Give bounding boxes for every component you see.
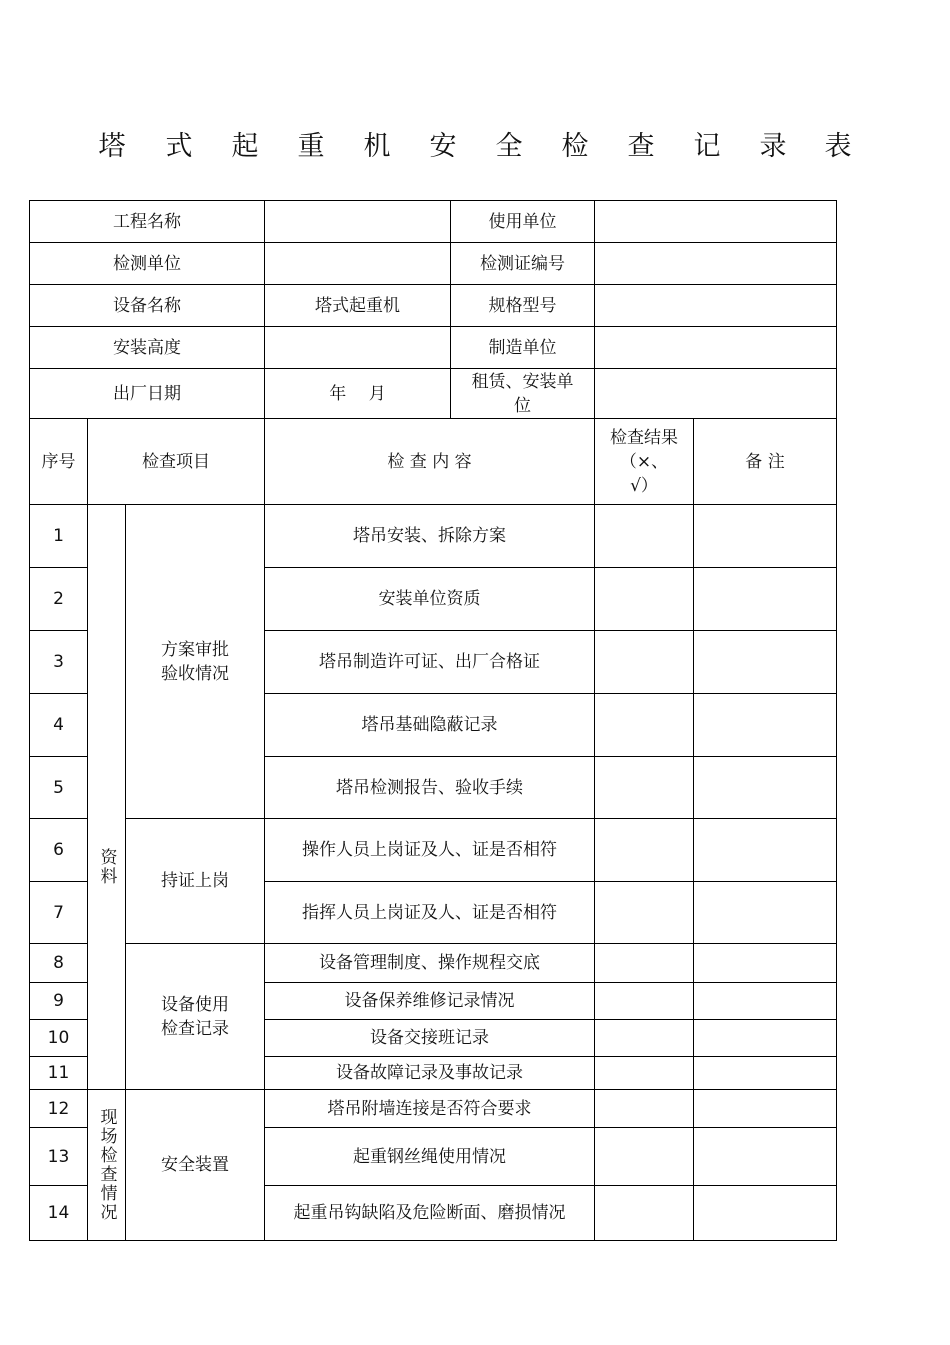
- header-seq: 序号: [29, 418, 88, 505]
- row-number: 8: [29, 943, 88, 983]
- title-char: 机: [363, 131, 391, 162]
- label-equipment-name: 设备名称: [29, 284, 265, 327]
- row-content: 起重吊钩缺陷及危险断面、磨损情况: [264, 1185, 595, 1241]
- field-install-height[interactable]: [264, 326, 451, 369]
- row-note-cell[interactable]: [693, 818, 837, 882]
- group-site-inspection: 现场检查情况: [87, 1089, 126, 1241]
- row-number: 6: [29, 818, 88, 882]
- header-result: [594, 418, 694, 505]
- row-content: 设备保养维修记录情况: [264, 982, 595, 1020]
- title-char: 全: [495, 131, 523, 162]
- row-content: 塔吊安装、拆除方案: [264, 504, 595, 568]
- row-result-cell[interactable]: [594, 1089, 694, 1128]
- header-note: 备 注: [693, 418, 837, 505]
- row-content: 设备交接班记录: [264, 1019, 595, 1057]
- row-number: 3: [29, 630, 88, 694]
- label-rental-line1: 租赁、安装单: [471, 371, 574, 392]
- title-char: 录: [759, 131, 787, 162]
- row-number: 7: [29, 881, 88, 944]
- field-user-unit[interactable]: [594, 200, 837, 243]
- title-char: 重: [297, 131, 325, 162]
- label-user-unit: 使用单位: [450, 200, 595, 243]
- row-number: 10: [29, 1019, 88, 1057]
- header-result-line3: √）: [630, 475, 658, 496]
- title-char: 式: [165, 131, 193, 162]
- header-result-line2: （×、: [619, 451, 669, 472]
- field-manufacturer[interactable]: [594, 326, 837, 369]
- label-inspection-unit: 检测单位: [29, 242, 265, 285]
- label-factory-date: 出厂日期: [29, 368, 265, 419]
- field-rental-installer[interactable]: [594, 368, 837, 419]
- row-content: 设备故障记录及事故记录: [264, 1056, 595, 1090]
- row-note-cell[interactable]: [693, 756, 837, 819]
- label-install-height: 安装高度: [29, 326, 265, 369]
- row-content: 塔吊制造许可证、出厂合格证: [264, 630, 595, 694]
- title-char: 记: [693, 131, 721, 162]
- group-materials: 资料: [87, 504, 126, 1090]
- row-result-cell[interactable]: [594, 1127, 694, 1186]
- row-number: 4: [29, 693, 88, 757]
- row-note-cell[interactable]: [693, 630, 837, 694]
- row-result-cell[interactable]: [594, 1019, 694, 1057]
- field-certificate-no[interactable]: [594, 242, 837, 285]
- field-equipment-name[interactable]: 塔式起重机: [264, 284, 451, 327]
- title-char: 塔: [98, 131, 126, 162]
- row-result-cell[interactable]: [594, 630, 694, 694]
- label-manufacturer: 制造单位: [450, 326, 595, 369]
- label-rental-line2: 位: [514, 395, 531, 416]
- header-result-line1: 检查结果: [610, 427, 678, 448]
- field-inspection-unit[interactable]: [264, 242, 451, 285]
- subgroup-certified-operation: 持证上岗: [125, 818, 265, 944]
- row-note-cell[interactable]: [693, 567, 837, 631]
- row-number: 2: [29, 567, 88, 631]
- subgroup-plan-approval: [125, 504, 265, 819]
- row-content: 设备管理制度、操作规程交底: [264, 943, 595, 983]
- label-project-name: 工程名称: [29, 200, 265, 243]
- row-result-cell[interactable]: [594, 504, 694, 568]
- row-note-cell[interactable]: [693, 1019, 837, 1057]
- subgroup-usage-line1: 设备使用: [161, 994, 229, 1015]
- row-result-cell[interactable]: [594, 756, 694, 819]
- row-result-cell[interactable]: [594, 818, 694, 882]
- row-content: 起重钢丝绳使用情况: [264, 1127, 595, 1186]
- row-note-cell[interactable]: [693, 881, 837, 944]
- row-note-cell[interactable]: [693, 1185, 837, 1241]
- subgroup-plan-line1: 方案审批: [161, 639, 229, 660]
- row-result-cell[interactable]: [594, 943, 694, 983]
- title-char: 起: [231, 131, 259, 162]
- row-content: 塔吊基础隐蔽记录: [264, 693, 595, 757]
- page-title: [0, 125, 950, 169]
- header-item: 检查项目: [87, 418, 265, 505]
- row-number: 9: [29, 982, 88, 1020]
- row-result-cell[interactable]: [594, 881, 694, 944]
- row-number: 12: [29, 1089, 88, 1128]
- label-rental-installer: [450, 368, 595, 419]
- subgroup-safety-devices: 安全装置: [125, 1089, 265, 1241]
- row-number: 1: [29, 504, 88, 568]
- field-project-name[interactable]: [264, 200, 451, 243]
- row-result-cell[interactable]: [594, 1185, 694, 1241]
- field-model[interactable]: [594, 284, 837, 327]
- row-number: 13: [29, 1127, 88, 1186]
- title-char: 检: [561, 131, 589, 162]
- row-note-cell[interactable]: [693, 504, 837, 568]
- title-char: 表: [824, 131, 852, 162]
- header-content: 检 查 内 容: [264, 418, 595, 505]
- row-result-cell[interactable]: [594, 982, 694, 1020]
- row-note-cell[interactable]: [693, 943, 837, 983]
- row-content: 操作人员上岗证及人、证是否相符: [264, 818, 595, 882]
- row-note-cell[interactable]: [693, 693, 837, 757]
- row-result-cell[interactable]: [594, 567, 694, 631]
- row-result-cell[interactable]: [594, 1056, 694, 1090]
- row-number: 11: [29, 1056, 88, 1090]
- row-number: 5: [29, 756, 88, 819]
- title-char: 安: [429, 131, 457, 162]
- row-note-cell[interactable]: [693, 1089, 837, 1128]
- subgroup-plan-line2: 验收情况: [161, 663, 229, 684]
- row-content: 塔吊附墙连接是否符合要求: [264, 1089, 595, 1128]
- subgroup-usage-records: [125, 943, 265, 1090]
- label-certificate-no: 检测证编号: [450, 242, 595, 285]
- row-number: 14: [29, 1185, 88, 1241]
- row-result-cell[interactable]: [594, 693, 694, 757]
- row-content: 指挥人员上岗证及人、证是否相符: [264, 881, 595, 944]
- title-char: 查: [627, 131, 655, 162]
- row-content: 安装单位资质: [264, 567, 595, 631]
- label-model: 规格型号: [450, 284, 595, 327]
- row-note-cell[interactable]: [693, 982, 837, 1020]
- field-factory-date[interactable]: 年 月: [264, 368, 451, 419]
- row-note-cell[interactable]: [693, 1127, 837, 1186]
- row-note-cell[interactable]: [693, 1056, 837, 1090]
- subgroup-usage-line2: 检查记录: [161, 1018, 229, 1039]
- row-content: 塔吊检测报告、验收手续: [264, 756, 595, 819]
